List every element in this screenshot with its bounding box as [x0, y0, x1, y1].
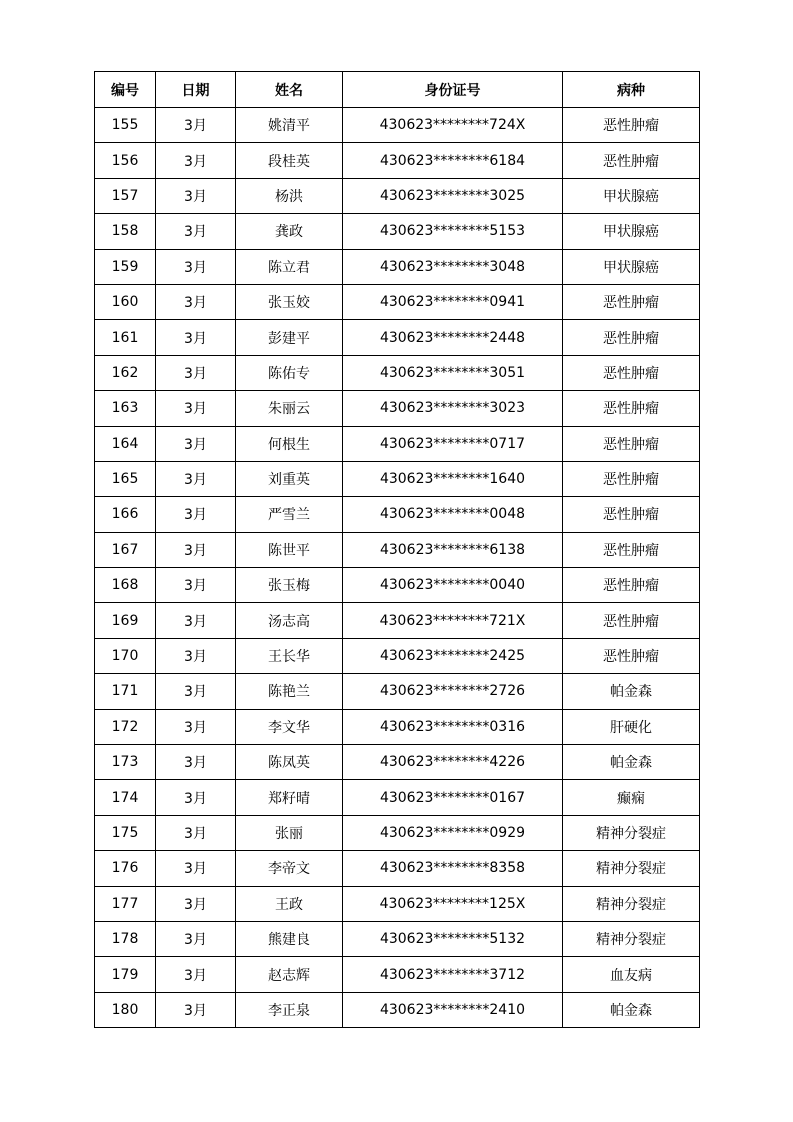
- table-row: [95, 320, 700, 355]
- cell-number: 160: [95, 284, 156, 319]
- cell-disease: 帕金森: [563, 992, 700, 1027]
- cell-name: 李正泉: [236, 992, 343, 1027]
- table-row: [95, 355, 700, 390]
- table-row: [95, 461, 700, 496]
- cell-name: 汤志高: [236, 603, 343, 638]
- cell-id-number: 430623********5153: [343, 214, 563, 249]
- cell-number: 161: [95, 320, 156, 355]
- table-row: [95, 497, 700, 532]
- cell-number: 156: [95, 143, 156, 178]
- cell-id-number: 430623********3023: [343, 391, 563, 426]
- cell-disease: 恶性肿瘤: [563, 355, 700, 390]
- cell-id-number: 430623********3048: [343, 249, 563, 284]
- cell-disease: 恶性肿瘤: [563, 568, 700, 603]
- cell-date: 3月: [156, 461, 236, 496]
- cell-name: 何根生: [236, 426, 343, 461]
- cell-id-number: 430623********0717: [343, 426, 563, 461]
- cell-name: 严雪兰: [236, 497, 343, 532]
- cell-date: 3月: [156, 355, 236, 390]
- cell-name: 杨洪: [236, 178, 343, 213]
- cell-id-number: 430623********5132: [343, 921, 563, 956]
- cell-id-number: 430623********724X: [343, 108, 563, 143]
- table-row: [95, 143, 700, 178]
- cell-name: 陈立君: [236, 249, 343, 284]
- cell-number: 163: [95, 391, 156, 426]
- header-id-number: 身份证号: [343, 72, 563, 108]
- cell-date: 3月: [156, 532, 236, 567]
- table-row: [95, 815, 700, 850]
- cell-number: 180: [95, 992, 156, 1027]
- cell-id-number: 430623********0167: [343, 780, 563, 815]
- cell-number: 178: [95, 921, 156, 956]
- cell-name: 张丽: [236, 815, 343, 850]
- cell-name: 陈世平: [236, 532, 343, 567]
- cell-disease: 帕金森: [563, 745, 700, 780]
- cell-date: 3月: [156, 709, 236, 744]
- header-name: 姓名: [236, 72, 343, 108]
- cell-id-number: 430623********0048: [343, 497, 563, 532]
- cell-name: 张玉梅: [236, 568, 343, 603]
- cell-number: 177: [95, 886, 156, 921]
- cell-id-number: 430623********2726: [343, 674, 563, 709]
- cell-date: 3月: [156, 143, 236, 178]
- cell-disease: 精神分裂症: [563, 886, 700, 921]
- cell-id-number: 430623********0929: [343, 815, 563, 850]
- cell-disease: 精神分裂症: [563, 851, 700, 886]
- table-row: [95, 745, 700, 780]
- cell-disease: 恶性肿瘤: [563, 603, 700, 638]
- cell-number: 179: [95, 957, 156, 992]
- cell-number: 155: [95, 108, 156, 143]
- cell-id-number: 430623********3051: [343, 355, 563, 390]
- table-row: [95, 851, 700, 886]
- cell-name: 姚清平: [236, 108, 343, 143]
- table-row: [95, 249, 700, 284]
- table-row: [95, 284, 700, 319]
- cell-name: 李文华: [236, 709, 343, 744]
- cell-number: 170: [95, 638, 156, 673]
- table-body: [95, 108, 700, 1028]
- cell-date: 3月: [156, 815, 236, 850]
- cell-disease: 帕金森: [563, 674, 700, 709]
- cell-name: 朱丽云: [236, 391, 343, 426]
- cell-number: 162: [95, 355, 156, 390]
- cell-date: 3月: [156, 780, 236, 815]
- table-row: [95, 638, 700, 673]
- cell-disease: 恶性肿瘤: [563, 532, 700, 567]
- cell-disease: 恶性肿瘤: [563, 426, 700, 461]
- table-row: [95, 957, 700, 992]
- cell-number: 158: [95, 214, 156, 249]
- cell-disease: 甲状腺癌: [563, 214, 700, 249]
- cell-id-number: 430623********2425: [343, 638, 563, 673]
- table-row: [95, 532, 700, 567]
- header-date: 日期: [156, 72, 236, 108]
- cell-name: 郑籽晴: [236, 780, 343, 815]
- table-row: [95, 108, 700, 143]
- cell-date: 3月: [156, 886, 236, 921]
- table-row: [95, 921, 700, 956]
- cell-date: 3月: [156, 603, 236, 638]
- table-row: [95, 886, 700, 921]
- cell-disease: 肝硬化: [563, 709, 700, 744]
- cell-date: 3月: [156, 249, 236, 284]
- table-row: [95, 426, 700, 461]
- cell-date: 3月: [156, 851, 236, 886]
- cell-number: 166: [95, 497, 156, 532]
- cell-number: 169: [95, 603, 156, 638]
- cell-date: 3月: [156, 674, 236, 709]
- cell-number: 173: [95, 745, 156, 780]
- cell-date: 3月: [156, 638, 236, 673]
- cell-name: 熊建良: [236, 921, 343, 956]
- cell-id-number: 430623********125X: [343, 886, 563, 921]
- cell-id-number: 430623********2410: [343, 992, 563, 1027]
- table-row: [95, 780, 700, 815]
- cell-id-number: 430623********0316: [343, 709, 563, 744]
- table-row: [95, 992, 700, 1027]
- header-disease: 病种: [563, 72, 700, 108]
- cell-id-number: 430623********0040: [343, 568, 563, 603]
- cell-name: 张玉姣: [236, 284, 343, 319]
- header-number: 编号: [95, 72, 156, 108]
- table-row: [95, 214, 700, 249]
- cell-name: 王政: [236, 886, 343, 921]
- cell-number: 167: [95, 532, 156, 567]
- cell-date: 3月: [156, 320, 236, 355]
- cell-name: 龚政: [236, 214, 343, 249]
- cell-date: 3月: [156, 568, 236, 603]
- cell-date: 3月: [156, 284, 236, 319]
- cell-id-number: 430623********6138: [343, 532, 563, 567]
- cell-number: 168: [95, 568, 156, 603]
- cell-name: 彭建平: [236, 320, 343, 355]
- cell-disease: 恶性肿瘤: [563, 284, 700, 319]
- cell-date: 3月: [156, 745, 236, 780]
- cell-id-number: 430623********8358: [343, 851, 563, 886]
- table-row: [95, 674, 700, 709]
- cell-disease: 甲状腺癌: [563, 178, 700, 213]
- table-row: [95, 178, 700, 213]
- cell-date: 3月: [156, 391, 236, 426]
- cell-number: 174: [95, 780, 156, 815]
- cell-id-number: 430623********2448: [343, 320, 563, 355]
- cell-name: 赵志辉: [236, 957, 343, 992]
- cell-date: 3月: [156, 426, 236, 461]
- cell-id-number: 430623********1640: [343, 461, 563, 496]
- cell-number: 157: [95, 178, 156, 213]
- cell-name: 陈艳兰: [236, 674, 343, 709]
- cell-date: 3月: [156, 921, 236, 956]
- cell-disease: 恶性肿瘤: [563, 108, 700, 143]
- cell-date: 3月: [156, 957, 236, 992]
- cell-number: 165: [95, 461, 156, 496]
- cell-disease: 恶性肿瘤: [563, 461, 700, 496]
- cell-name: 陈凤英: [236, 745, 343, 780]
- cell-disease: 恶性肿瘤: [563, 497, 700, 532]
- cell-name: 段桂英: [236, 143, 343, 178]
- cell-id-number: 430623********3712: [343, 957, 563, 992]
- cell-name: 王长华: [236, 638, 343, 673]
- cell-disease: 癫痫: [563, 780, 700, 815]
- cell-date: 3月: [156, 108, 236, 143]
- cell-number: 159: [95, 249, 156, 284]
- cell-id-number: 430623********6184: [343, 143, 563, 178]
- cell-disease: 精神分裂症: [563, 815, 700, 850]
- cell-date: 3月: [156, 178, 236, 213]
- table-header-row: [95, 72, 700, 108]
- cell-disease: 精神分裂症: [563, 921, 700, 956]
- cell-disease: 恶性肿瘤: [563, 143, 700, 178]
- cell-disease: 恶性肿瘤: [563, 320, 700, 355]
- cell-date: 3月: [156, 214, 236, 249]
- cell-name: 李帝文: [236, 851, 343, 886]
- cell-number: 172: [95, 709, 156, 744]
- cell-number: 176: [95, 851, 156, 886]
- cell-disease: 甲状腺癌: [563, 249, 700, 284]
- cell-date: 3月: [156, 992, 236, 1027]
- document-page: [94, 71, 699, 1028]
- cell-disease: 血友病: [563, 957, 700, 992]
- cell-number: 164: [95, 426, 156, 461]
- cell-disease: 恶性肿瘤: [563, 638, 700, 673]
- table-row: [95, 391, 700, 426]
- table-row: [95, 568, 700, 603]
- cell-number: 175: [95, 815, 156, 850]
- cell-date: 3月: [156, 497, 236, 532]
- table-row: [95, 709, 700, 744]
- patient-table: [94, 71, 700, 1028]
- cell-name: 刘重英: [236, 461, 343, 496]
- cell-id-number: 430623********3025: [343, 178, 563, 213]
- cell-id-number: 430623********0941: [343, 284, 563, 319]
- cell-id-number: 430623********721X: [343, 603, 563, 638]
- table-row: [95, 603, 700, 638]
- cell-name: 陈佑专: [236, 355, 343, 390]
- cell-number: 171: [95, 674, 156, 709]
- cell-disease: 恶性肿瘤: [563, 391, 700, 426]
- cell-id-number: 430623********4226: [343, 745, 563, 780]
